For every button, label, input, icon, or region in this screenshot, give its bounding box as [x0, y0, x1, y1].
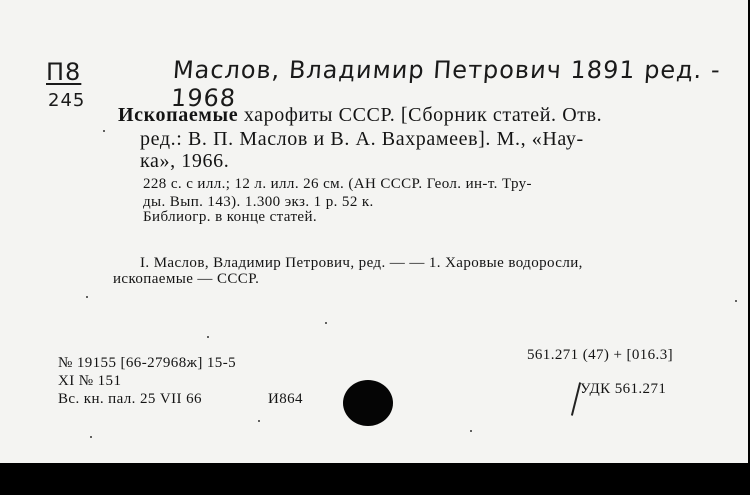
punch-hole — [343, 380, 393, 426]
speck — [735, 300, 737, 302]
checked-line: Вс. кн. пал. 25 VII 66 — [58, 391, 202, 407]
udc-code: УДК 561.271 — [580, 381, 667, 397]
title-line-1 — [118, 104, 602, 127]
order-code: И864 — [268, 391, 303, 407]
collation-line-1: 228 с. с илл.; 12 л. илл. 26 см. (АН СССР. Геол. ин-т. Тру- — [143, 176, 532, 192]
title-line-2: ред.: В. П. Маслов и В. А. Вахрамеев]. М., «Нау- — [140, 128, 584, 150]
number-line: № 19155 [66-27968ж] 15-5 — [58, 355, 237, 371]
xi-line: XI № 151 — [58, 373, 122, 389]
bibliography-note: Библиогр. в конце статей. — [143, 209, 318, 225]
title-line-3: ка», 1966. — [140, 150, 230, 172]
shelfmark-line1: П8 — [46, 58, 82, 86]
speck — [86, 296, 88, 298]
speck — [325, 322, 327, 324]
speck — [207, 336, 209, 338]
classification: 561.271 (47) + [016.3] — [527, 347, 673, 363]
title-first-word: Ископаемые — [118, 104, 239, 126]
speck — [470, 430, 472, 432]
speck — [90, 436, 92, 438]
tracing-line-1: I. Маслов, Владимир Петрович, ред. — — 1. Харовые водоросли, — [140, 255, 583, 271]
collation-line-2: ды. Вып. 143). 1.300 экз. 1 р. 52 к. — [143, 194, 374, 210]
handwritten-heading: Маслов, Владимир Петрович 1891 ред. - 1968 — [170, 56, 722, 112]
title-line-1-rest: харофиты СССР. [Сборник статей. Отв. — [238, 104, 603, 126]
shelfmark-line2: 245 — [48, 90, 86, 111]
udc-pen-mark — [571, 382, 581, 415]
speck — [103, 130, 105, 132]
tracing-line-2: ископаемые — СССР. — [113, 271, 260, 287]
speck — [258, 420, 260, 422]
